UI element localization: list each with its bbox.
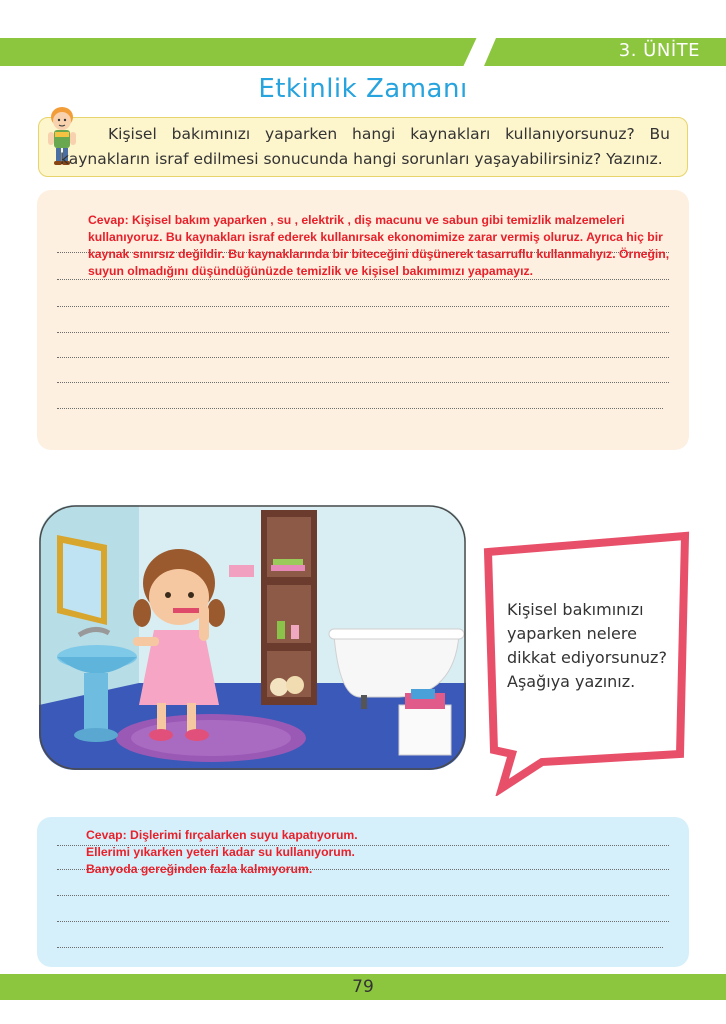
dotted-line bbox=[57, 357, 669, 358]
dotted-line bbox=[57, 408, 663, 409]
answer-line: Ellerimi yıkarken yeteri kadar su kullanıyorum. bbox=[86, 845, 355, 859]
bubble-line: Kişisel bakımınızı bbox=[507, 600, 644, 619]
bubble-question-text bbox=[507, 598, 687, 694]
bubble-line: yaparken nelere bbox=[507, 624, 637, 643]
dotted-line bbox=[57, 332, 669, 333]
answer-line: Banyoda gereğinden fazla kalmıyorum. bbox=[86, 862, 313, 876]
bathroom-illustration bbox=[39, 505, 466, 770]
header-bar bbox=[0, 38, 482, 66]
page-title: Etkinlik Zamanı bbox=[258, 74, 468, 104]
dotted-line bbox=[57, 306, 669, 307]
answer-text: Cevap: Kişisel bakım yaparken , su , elektrik , diş macunu ve sabun gibi temizlik malzemeleri kullanıyoruz. Bu kaynakları israf ederek kullanırsak ekonomimize zarar vermiş oluruz. Ayrıca hiç bir kaynak sınırsız değildir. Bu kaynaklarında bir biteceğini düşünerek tasarruflu kullanmalıyız. Örneğin, suyun olmadığını düşündüğünüzde temizlik ve kişisel bakımımızı yapamayız. bbox=[88, 213, 670, 278]
dotted-line bbox=[57, 382, 669, 383]
dotted-line bbox=[57, 921, 669, 922]
question-text: Kişisel bakımınızı yaparken hangi kaynakları kullanıyorsunuz? Bu kaynakların israf edilmesi sonucunda hangi sorunları yaşayabilirsiniz? Yazınız. bbox=[60, 125, 670, 168]
unit-label: 3. ÜNİTE bbox=[618, 40, 700, 61]
answer-text bbox=[86, 827, 506, 878]
bubble-line: Aşağıya yazınız. bbox=[507, 672, 636, 691]
dotted-line bbox=[57, 895, 669, 896]
page-number: 79 bbox=[352, 977, 374, 997]
bubble-line: dikkat ediyorsunuz? bbox=[507, 648, 667, 667]
answer-line: Cevap: Dişlerimi fırçalarken suyu kapatıyorum. bbox=[86, 828, 358, 842]
dotted-line bbox=[57, 947, 663, 948]
